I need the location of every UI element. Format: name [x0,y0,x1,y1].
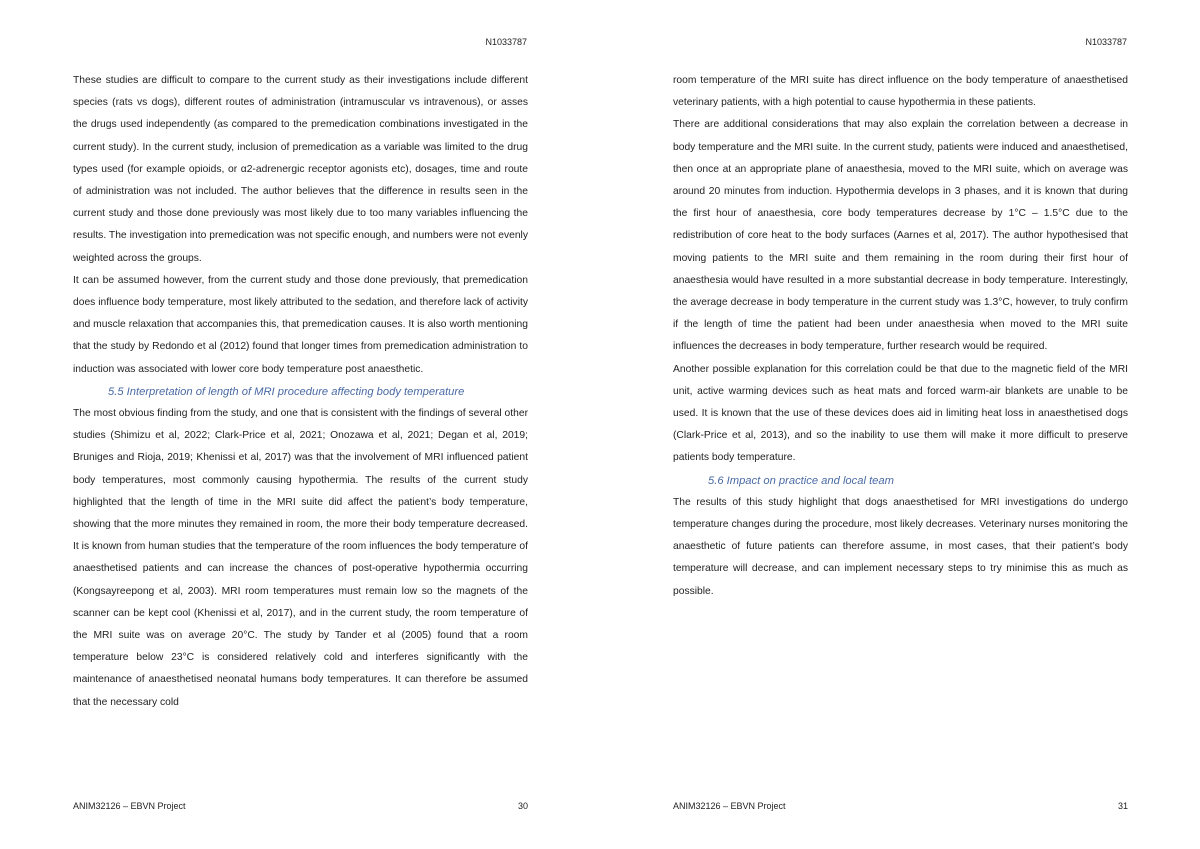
paragraph: Another possible explanation for this correlation could be that due to the magnetic field of the MRI unit, active warming devices such as heat mats and forced warm-air blankets are unable to be used. It is known that the use of these devices does aid in limiting heat loss in anaesthetised dogs (Clark-Price et al, 2013), and so the inability to use them will make it more difficult to preserve patients body temperature. [673,363,1128,464]
section-heading: 5.6 Impact on practice and local team [708,474,894,487]
paragraph: It can be assumed however, from the current study and those done previously, that premedication does influence body temperature, most likely attributed to the sedation, and therefore lack of activity and muscle relaxation that accompanies this, that premedication causes. It is also worth mentioning that the study by Redondo et al (2012) found that longer times from premedication administration to induction was associated with lower core body temperature post anaesthetic. [73,274,528,375]
page-footer [673,801,1128,811]
paragraph: The results of this study highlight that dogs anaesthetised for MRI investigations do undergo temperature changes during the procedure, most likely decreases. Veterinary nurses monitoring the anaesthetic of future patients can therefore assume, in most cases, that their patient’s body temperature will decrease, and can implement necessary steps to try minimise this as much as possible. [673,496,1128,597]
page-content [673,70,1128,603]
footer-label: ANIM32126 – EBVN Project [73,801,186,811]
document-id: N1033787 [485,37,527,47]
page-content [73,70,528,714]
page-footer [73,801,528,811]
section-heading: 5.5 Interpretation of length of MRI procedure affecting body temperature [108,385,465,398]
document-id: N1033787 [1085,37,1127,47]
paragraph: There are additional considerations that may also explain the correlation between a decrease in body temperature and the MRI suite. In the current study, patients were induced and anaesthetised, then once at an appropriate plane of anaesthesia, moved to the MRI suite, which on average was around 20 minutes from induction. Hypothermia develops in 3 phases, and it is known that during the first hour of anaesthesia, core body temperatures decrease by 1°C – 1.5°C due to the redistribution of core heat to the body surfaces (Aarnes et al, 2017). The author hypothesised that moving patients to the MRI suite and them remaining in the room during their first hour of anaesthesia would have resulted in a more substantial decrease in body temperature. Interestingly, the average decrease in body temperature in the current study was 1.3°C, however, to truly confirm if the length of time the patient had been under anaesthesia when moved to the MRI suite influences the decreases in body temperature, further research would be required. [673,119,1128,353]
page-31 [600,0,1200,849]
paragraph: These studies are difficult to compare to the current study as their investigations include different species (rats vs dogs), different routes of administration (intramuscular vs intravenous), or asses the drugs used independently (as compared to the premedication combinations investigated in the current study). In the current study, inclusion of premedication as a variable was limited to the drug types used (for example opioids, or α2-adrenergic receptor agonists etc), dosages, time and route of administration was not included. The author believes that the difference in results seen in the current study and those done previously was most likely due to too many variables influencing the results. The investigation into premedication was not specific enough, and numbers were not evenly weighted across the groups. [73,75,528,264]
paragraph: room temperature of the MRI suite has direct influence on the body temperature of anaesthetised veterinary patients, with a high potential to cause hypothermia in these patients. [673,75,1128,109]
page-number: 31 [1117,801,1128,811]
page-number: 30 [517,801,528,811]
footer-label: ANIM32126 – EBVN Project [673,801,786,811]
paragraph: The most obvious finding from the study, and one that is consistent with the findings of several other studies (Shimizu et al, 2022; Clark-Price et al, 2021; Onozawa et al, 2021; Degan et al, 2019; Bruniges and Rioja, 2019; Khenissi et al, 2017) was that the involvement of MRI influenced patient body temperatures, most commonly causing hypothermia. The results of the current study highlighted that the length of time in the MRI suite did affect the patient’s body temperature, showing that the more minutes they remained in room, the more their body temperature decreased. It is known from human studies that the temperature of the room influences the body temperature of anaesthetised patients and can increase the chances of post-operative hypothermia occurring (Kongsayreepong et al, 2003). MRI room temperatures must remain low so the magnets of the scanner can be kept cool (Khenissi et al, 2017), and in the current study, the room temperature of the MRI suite was on average 20°C. The study by Tander et al (2005) found that a room temperature below 23°C is considered relatively cold and interferes significantly with the maintenance of anaesthetised neonatal humans body temperatures. It can therefore be assumed that the necessary cold [73,408,528,708]
